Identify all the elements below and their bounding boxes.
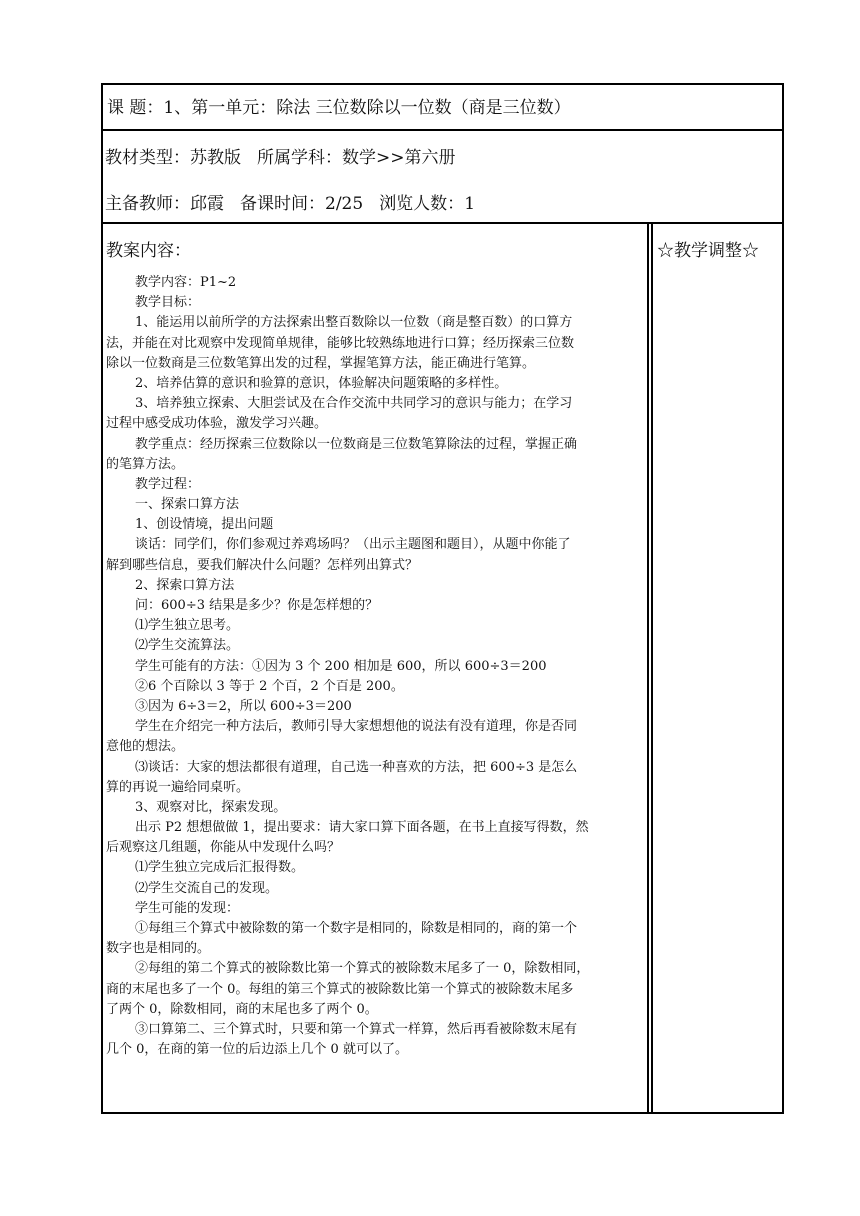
teacher-label: 主备教师：	[105, 194, 190, 214]
content-line: ①每组三个算式中被除数的第一个数字是相同的，除数是相同的，商的第一个	[135, 921, 578, 936]
content-line: ③因为 6÷3＝2，所以 600÷3＝200	[135, 698, 352, 714]
content-line: ⑴学生独立思考。	[135, 618, 240, 634]
content-line: ⑶谈话：大家的想法都很有道理，自己选一种喜欢的方法，把 600÷3 是怎么	[135, 759, 578, 775]
content-line: ⑵学生交流算法。	[135, 638, 240, 654]
content-line: 2、培养估算的意识和验算的意识，体验解决问题策略的多样性。	[135, 375, 508, 391]
views-label: 浏览人数：	[379, 194, 465, 214]
content-line: 学生可能的发现：	[135, 900, 240, 916]
lesson-meta	[103, 131, 782, 224]
views-value: 1	[464, 194, 476, 214]
content-line: 3、培养独立探索、大胆尝试及在合作交流中共同学习的意识与能力；在学习	[135, 396, 573, 412]
content-line: 了两个 0，除数相同，商的末尾也多了两个 0。	[106, 1001, 378, 1017]
content-line: 几个 0，在商的第一位的后边添上几个 0 就可以了。	[106, 1042, 408, 1058]
subject-label: 所属学科：	[257, 148, 342, 168]
content-line: 后观察这几组题，你能从中发现什么吗？	[106, 840, 341, 856]
content-line: 过程中感受成功体验，激发学习兴趣。	[106, 416, 328, 432]
content-line: 1、能运用以前所学的方法探索出整百数除以一位数（商是整百数）的口算方	[135, 315, 573, 331]
content-line: 谈话：同学们，你们参观过养鸡场吗？（出示主题图和题目），从题中你能了	[135, 537, 571, 553]
content-line: 1、创设情境，提出问题	[135, 517, 274, 533]
content-line: 3、观察对比，探索发现。	[135, 799, 287, 815]
lesson-content-heading: 教案内容：	[106, 241, 191, 261]
meta-line-2	[105, 189, 475, 214]
content-line: 商的末尾也多了一个 0。每组的第三个算式的被除数比第一个算式的被除数末尾多	[106, 981, 574, 997]
content-line: 一、探索口算方法	[135, 497, 240, 513]
lesson-content-column	[103, 224, 649, 1112]
content-line: ⑴学生独立完成后汇报得数。	[135, 860, 305, 876]
meta-line-1	[105, 143, 456, 168]
textbook-type-value: 苏教版	[190, 148, 241, 168]
content-line: 的笔算方法。	[106, 456, 185, 472]
content-line: 解到哪些信息，要我们解决什么问题？怎样列出算式？	[106, 557, 419, 573]
teacher-value: 邱霞	[190, 194, 224, 214]
content-line: 教学过程：	[135, 476, 201, 492]
content-line: 2、探索口算方法	[135, 577, 235, 593]
content-line: 教学重点：经历探索三位数除以一位数商是三位数笔算除法的过程，掌握正确	[135, 436, 578, 452]
content-line: ⑵学生交流自己的发现。	[135, 880, 279, 896]
prep-time-label: 备课时间：	[240, 194, 325, 214]
content-line: 问：600÷3 结果是多少？你是怎样想的？	[135, 598, 379, 613]
content-line: 除以一位数商是三位数笔算出发的过程，掌握笔算方法，能正确进行笔算。	[106, 355, 536, 371]
prep-time-value: 2/25	[325, 194, 364, 214]
teaching-adjustment-column	[651, 224, 784, 1112]
content-line: 教学内容：P1~2	[135, 275, 237, 290]
content-line: 算的再说一遍给同桌听。	[106, 779, 250, 795]
content-line: 法，并能在对比观察中发现简单规律，能够比较熟练地进行口算；经历探索三位数	[106, 335, 575, 351]
content-line: 教学目标：	[135, 295, 201, 311]
content-line: ②每组的第二个算式的被除数比第一个算式的被除数末尾多了一 0，除数相同，	[135, 961, 590, 977]
content-line: ③口算第二、三个算式时，只要和第一个算式一样算，然后再看被除数末尾有	[135, 1021, 578, 1037]
content-line: 意他的想法。	[106, 739, 185, 755]
lesson-body	[103, 224, 782, 1112]
content-line: ②6 个百除以 3 等于 2 个百，2 个百是 200。	[135, 678, 404, 694]
textbook-type-label: 教材类型：	[105, 148, 190, 168]
content-line: 出示 P2 想想做做 1，提出要求：请大家口算下面各题，在书上直接写得数，然	[135, 820, 589, 836]
content-line: 数字也是相同的。	[106, 941, 211, 957]
subject-value: 数学>>第六册	[342, 148, 456, 168]
teaching-adjustment-heading: ☆教学调整☆	[657, 241, 759, 261]
content-line: 学生在介绍完一种方法后，教师引导大家想想他的说法有没有道理，你是否同	[135, 719, 578, 735]
content-line: 学生可能有的方法：①因为 3 个 200 相加是 600，所以 600÷3＝200	[135, 658, 547, 674]
lesson-title: 课 题：1、第一单元：除法 三位数除以一位数（商是三位数）	[103, 85, 782, 131]
lesson-plan-table	[101, 83, 784, 1114]
lesson-content-text	[106, 273, 646, 1060]
